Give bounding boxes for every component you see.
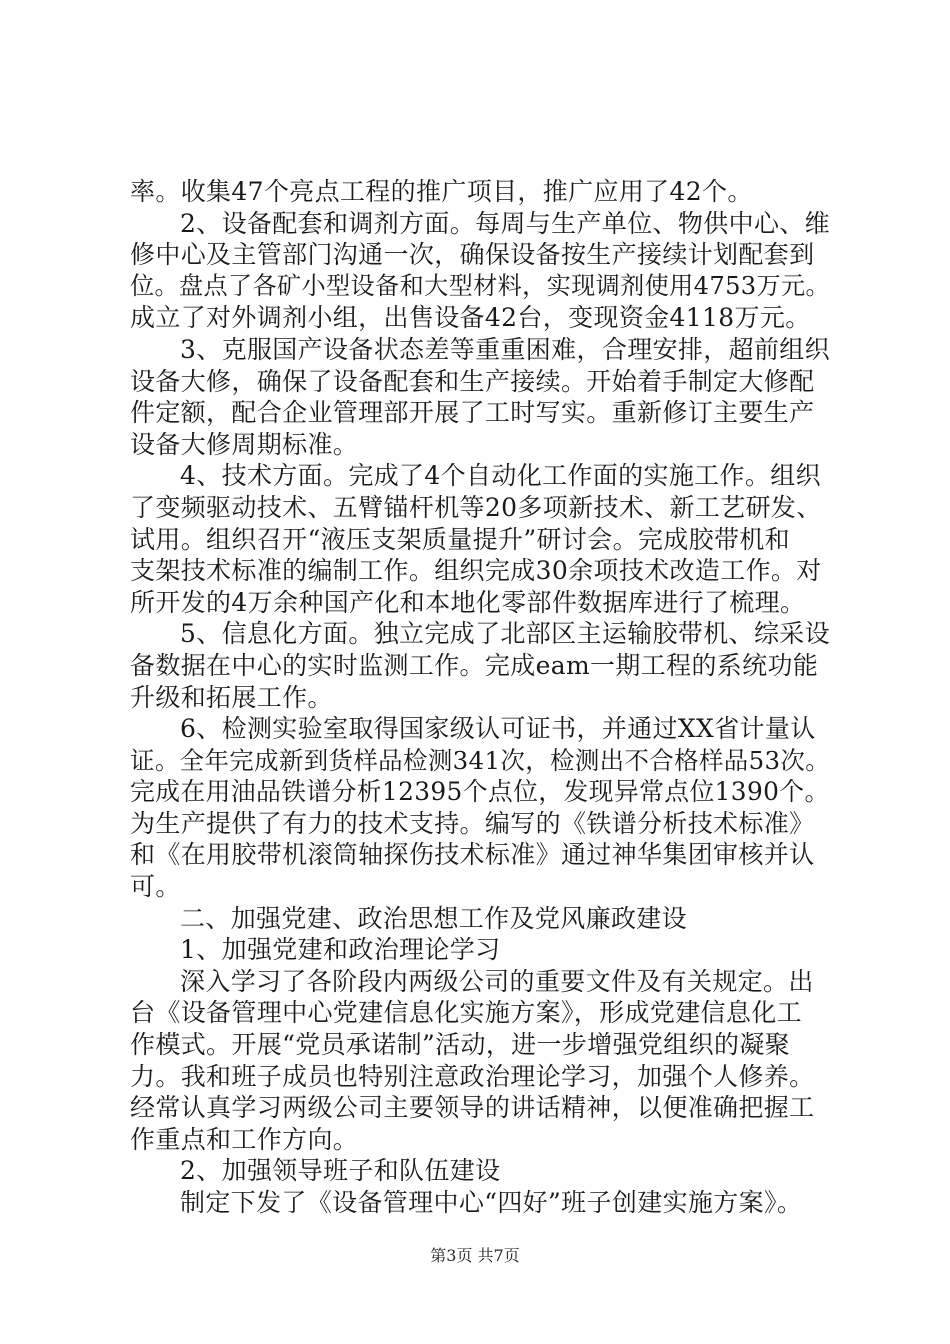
text-line: 修中心及主管部门沟通一次，确保设备按生产接续计划配套到	[130, 240, 815, 270]
text-line: 完成在用油品铁谱分析12395个点位，发现异常点位1390个。	[130, 777, 830, 807]
text-line: 成立了对外调剂小组，出售设备42台，变现资金4118万元。	[130, 303, 811, 333]
text-line: 可。	[130, 872, 181, 902]
text-line: 2、加强领导班子和队伍建设	[180, 1156, 501, 1186]
text-line: 为生产提供了有力的技术支持。编写的《铁谱分析技术标准》	[130, 808, 815, 838]
text-line: 深入学习了各阶段内两级公司的重要文件及有关规定。出	[180, 966, 814, 996]
text-line: 所开发的4万余种国产化和本地化零部件数据库进行了梳理。	[130, 587, 806, 617]
text-line: 率。收集47个亮点工程的推广项目，推广应用了42个。	[130, 177, 753, 206]
text-line: 支架技术标准的编制工作。组织完成30余项技术改造工作。对	[130, 556, 822, 586]
text-line: 作模式。开展“党员承诺制”活动，进一步增强党组织的凝聚	[130, 1030, 791, 1060]
text-line: 力。我和班子成员也特别注意政治理论学习，加强个人修养。	[130, 1061, 815, 1091]
document-body	[130, 176, 830, 1219]
text-line: 4、技术方面。完成了4个自动化工作面的实施工作。组织	[180, 461, 821, 491]
text-line: 台《设备管理中心党建信息化实施方案》，形成党建信息化工	[130, 998, 802, 1028]
text-line: 经常认真学习两级公司主要领导的讲话精神，以便准确把握工	[130, 1093, 815, 1123]
text-line: 和《在用胶带机滚筒轴探伤技术标准》通过神华集团审核并认	[130, 840, 815, 870]
text-line: 位。盘点了各矿小型设备和大型材料，实现调剂使用4753万元。	[130, 271, 831, 300]
text-line: 1、加强党建和政治理论学习	[180, 935, 501, 965]
page-footer: 第3页 共7页	[430, 1246, 520, 1265]
text-line: 了变频驱动技术、五臂锚杆机等20多项新技术、新工艺研发、	[130, 492, 822, 522]
text-line: 二、加强党建、政治思想工作及党风廉政建设	[180, 903, 688, 933]
text-line: 升级和拓展工作。	[130, 682, 333, 712]
text-line: 制定下发了《设备管理中心“四好”班子创建实施方案》。	[180, 1188, 803, 1217]
text-line: 3、克服国产设备状态差等重重困难，合理安排，超前组织	[180, 334, 831, 364]
text-line: 2、设备配套和调剂方面。每周与生产单位、物供中心、维	[180, 208, 831, 238]
text-line: 备数据在中心的实时监测工作。完成eam一期工程的系统功能	[130, 650, 819, 680]
text-line: 设备大修周期标准。	[130, 429, 359, 459]
text-line: 6、检测实验室取得国家级认可证书，并通过XX省计量认	[180, 714, 816, 744]
text-line: 件定额，配合企业管理部开展了工时写实。重新修订主要生产	[130, 398, 815, 428]
text-line: 证。全年完成新到货样品检测341次，检测出不合格样品53次。	[130, 745, 831, 775]
text-line: 设备大修，确保了设备配套和生产接续。开始着手制定大修配	[130, 366, 815, 396]
text-line: 试用。组织召开“液压支架质量提升”研讨会。完成胶带机和	[130, 524, 791, 554]
text-line: 作重点和工作方向。	[130, 1124, 359, 1154]
text-line: 5、信息化方面。独立完成了北部区主运输胶带机、综采设	[180, 619, 831, 649]
